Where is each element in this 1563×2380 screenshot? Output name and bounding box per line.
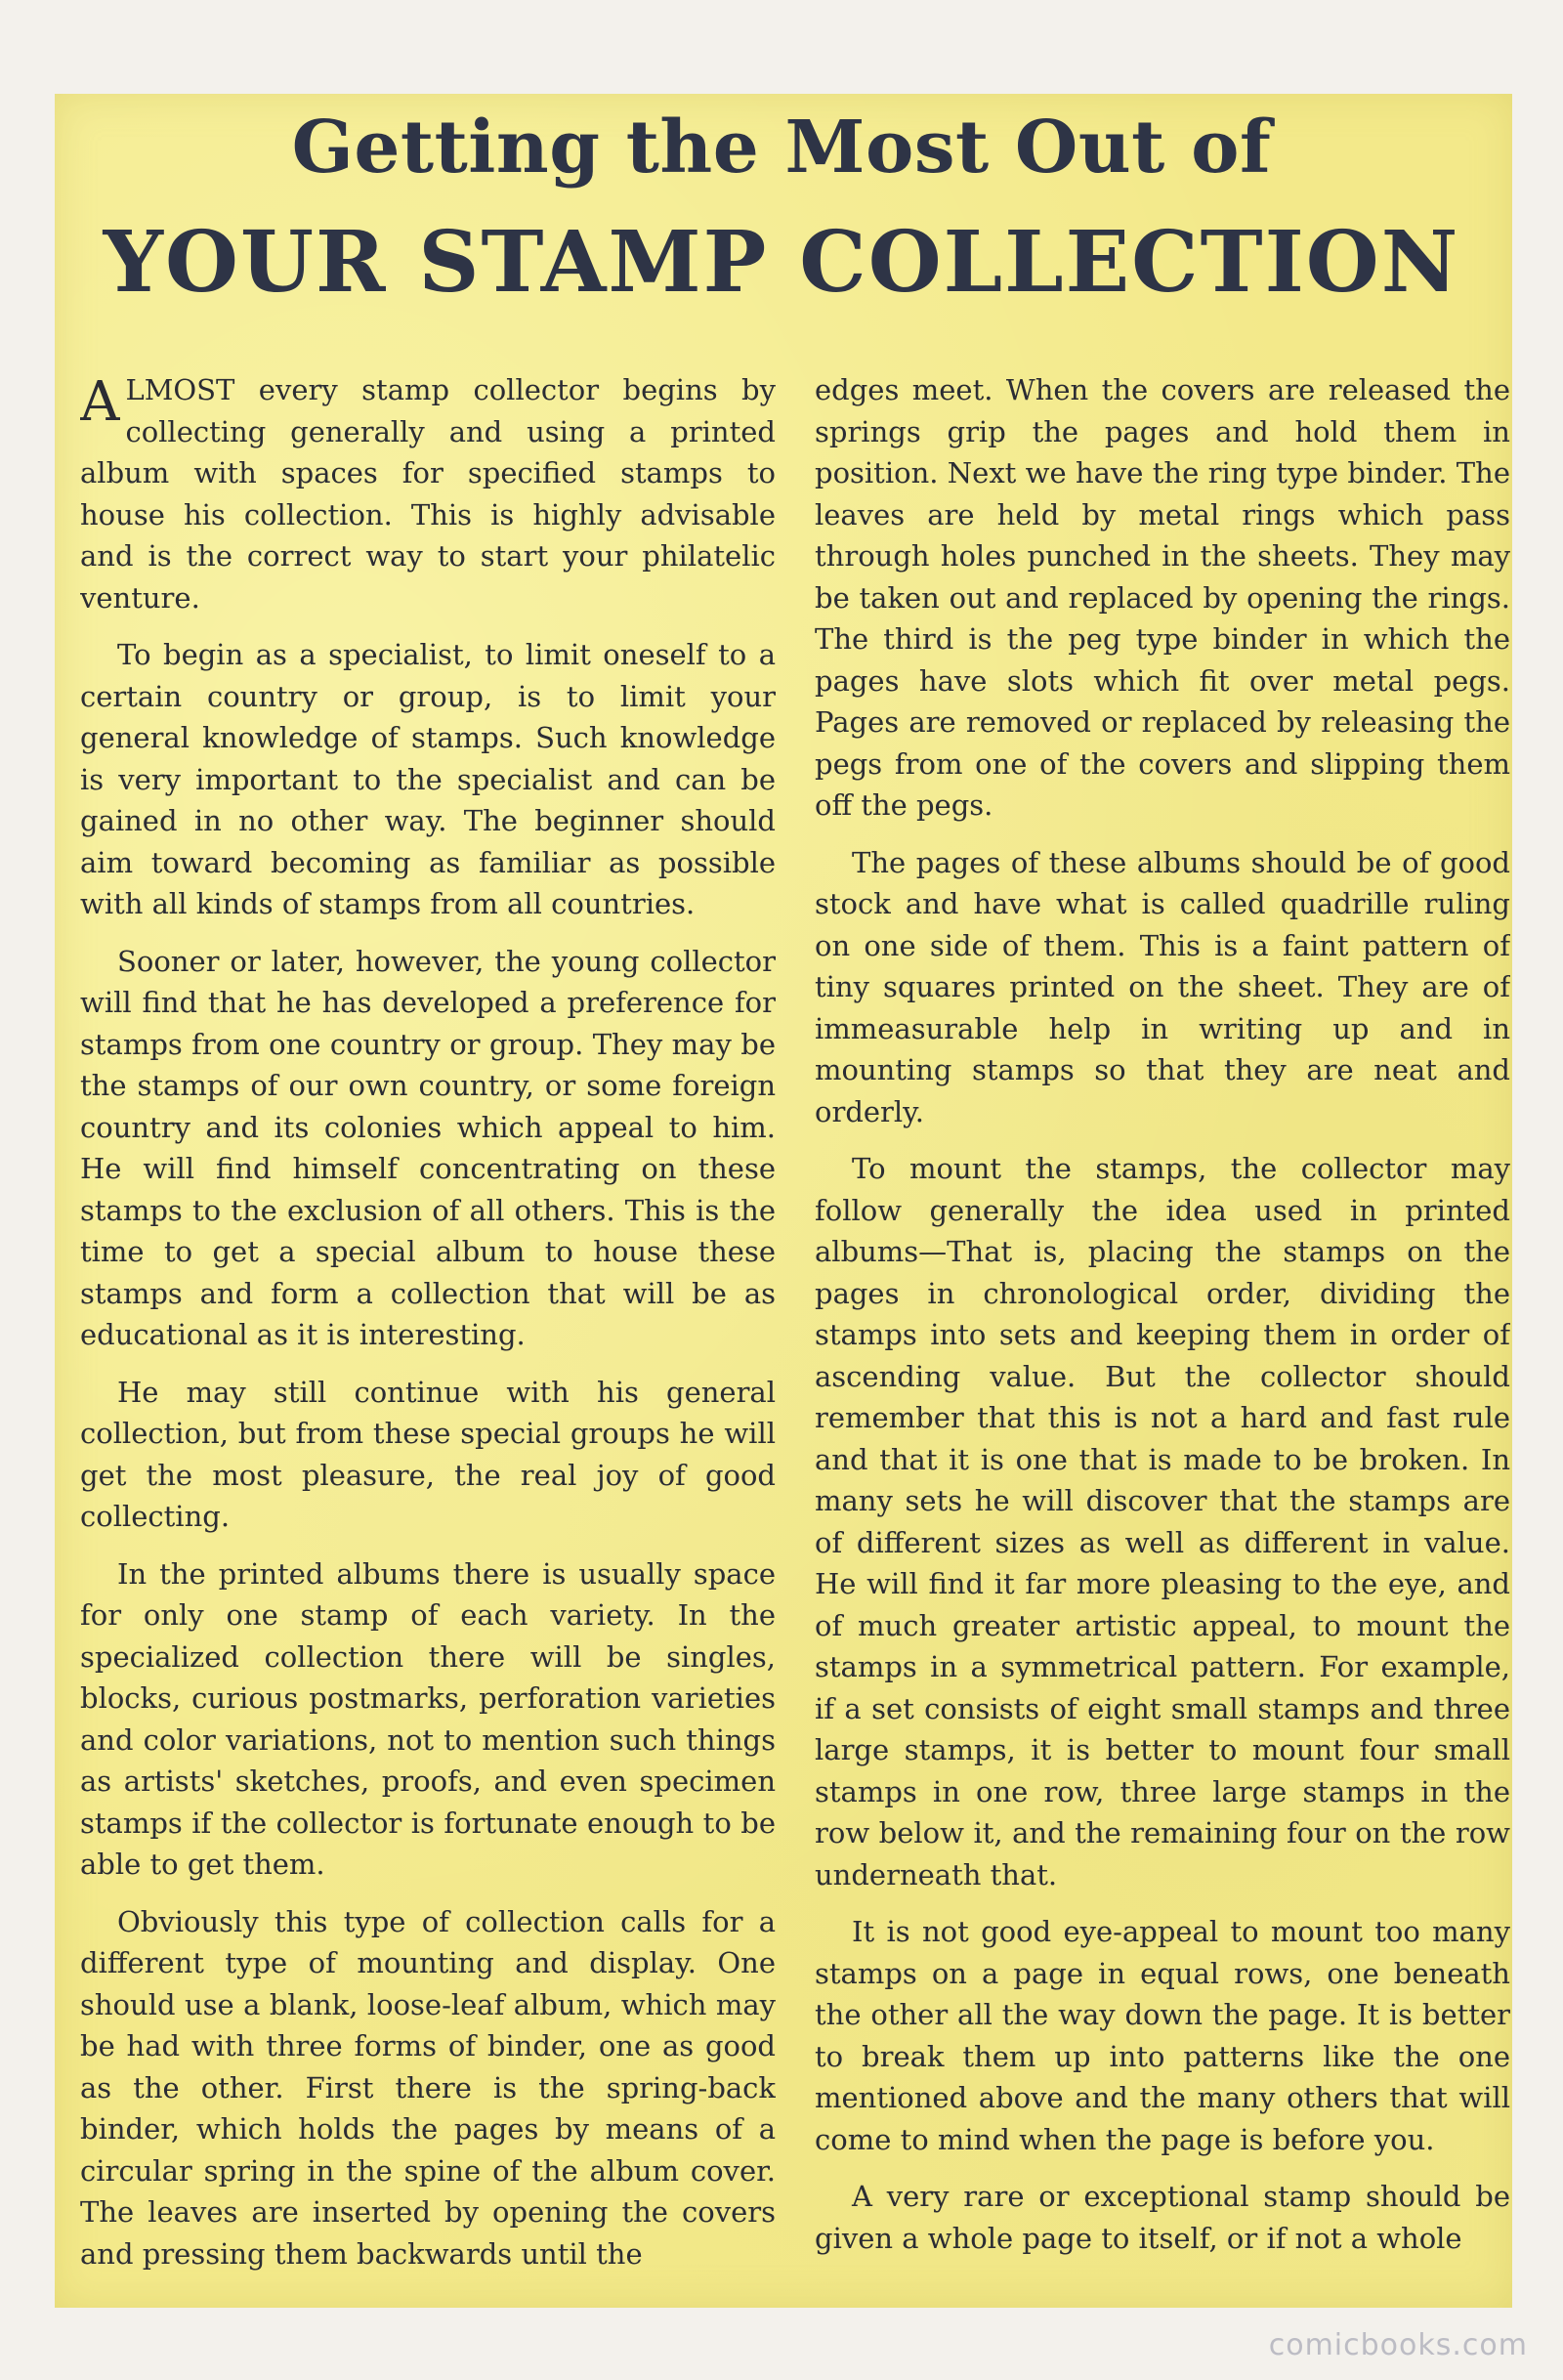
paragraph: Sooner or later, however, the young collector will find that he has developed a preference for stamps from one country or group. They may be the stamps of our own country, or some foreign country and its colonies which appeal to him. He will find himself concentrating on these stamps to the exclusion of all others. This is the time to get a special album to house these stamps and form a collection that will be as educational as it is interesting. xyxy=(80,944,776,1351)
paragraph xyxy=(80,369,776,618)
paragraph: He may still continue with his general collection, but from these special groups he will get the most pleasure, the real joy of good collecting. xyxy=(80,1375,776,1533)
article-title-line-2: YOUR STAMP COLLECTION xyxy=(103,213,1460,312)
paragraph: It is not good eye-appeal to mount too many stamps on a page in equal rows, one beneath the other all the way down the page. It is better to break them up into patterns like the one mentioned above and the many others that will come to mind when the page is before you. xyxy=(815,1915,1510,2156)
left-column xyxy=(80,369,776,2304)
article-title-line-1: Getting the Most Out of xyxy=(291,106,1272,190)
right-column xyxy=(815,369,1510,2304)
paragraph: In the printed albums there is usually space for only one stamp of each variety. In the specialized collection there will be singles, blocks, curious postmarks, perforation varieties and color variations, not to mention such things as artists' sketches, proofs, and even specimen stamps if the collector is fortunate enough to be able to get them. xyxy=(80,1556,776,1881)
paragraph: To mount the stamps, the collector may follow generally the idea used in printed albums—That is, placing the stamps on the pages in chronological order, dividing the stamps into sets and keeping them in order of ascending value. But the collector should remember that this is not a hard and fast rule and that it is one that is made to be broken. In many sets he will discover that the stamps are of different sizes as well as different in value. He will find it far more pleasing to the eye, and of much greater artistic appeal, to mount the stamps in a symmetrical pattern. For example, if a set consists of eight small stamps and three large stamps, it is better to mount four small stamps in one row, three large stamps in the row below it, and the remaining four on the row underneath that. xyxy=(815,1152,1510,1891)
paragraph: To begin as a specialist, to limit oneself to a certain country or group, is to limit your general knowledge of stamps. Such knowledge is very important to the specialist and can be gained in no other way. The beginner should aim toward becoming as familiar as possible with all kinds of stamps from all countries. xyxy=(80,638,776,920)
paragraph: edges meet. When the covers are released the springs grip the pages and hold them in position. Next we have the ring type binder. The leaves are held by metal rings which pass through holes punched in the sheets. They may be taken out and replaced by opening the rings. The third is the peg type binder in which the pages have slots which fit over metal pegs. Pages are removed or replaced by releasing the pegs from one of the covers and slipping them off the pegs. xyxy=(815,373,1510,822)
paragraph: The pages of these albums should be of good stock and have what is called quadrille ruling on one side of them. This is a faint pattern of tiny squares printed on the sheet. They are of immeasurable help in writing up and in mounting stamps so that they are neat and orderly. xyxy=(815,845,1510,1128)
paragraph-text: LMOST every stamp collector begins by collecting generally and using a printed album with spaces for specified stamps to house his collection. This is highly advisable and is the correct way to start your philatelic venture. xyxy=(80,373,776,615)
site-watermark: comicbooks.com xyxy=(1268,2328,1528,2362)
paragraph: A very rare or exceptional stamp should be given a whole page to itself, or if not a whole xyxy=(815,2180,1510,2255)
paragraph: Obviously this type of collection calls for a different type of mounting and display. One should use a blank, loose-leaf album, which may be had with three forms of binder, one as good as the other. First there is the spring-back binder, which holds the pages by means of a circular spring in the spine of the album cover. The leaves are inserted by opening the covers and pressing them backwards until the xyxy=(80,1904,776,2271)
drop-cap: A xyxy=(80,370,120,434)
